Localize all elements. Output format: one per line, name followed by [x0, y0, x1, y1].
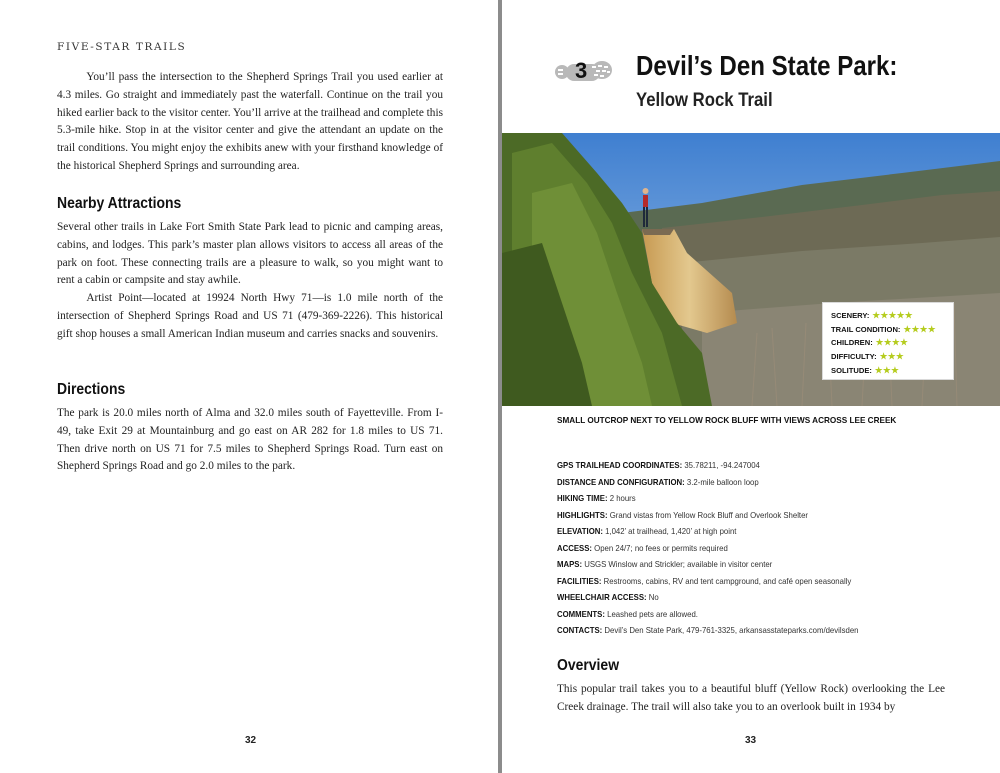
fact-value: No [646, 593, 659, 602]
directions-heading: Directions [57, 381, 126, 398]
right-page [502, 0, 1000, 773]
fact-value: USGS Winslow and Strickler; available in visitor center [582, 560, 773, 569]
fact-highlights [557, 508, 956, 525]
fact-facilities [557, 574, 956, 591]
running-head: FIVE-STAR TRAILS [57, 41, 187, 53]
rating-stars: ★★★★ [903, 323, 936, 334]
rating-label: CHILDREN: [831, 338, 873, 348]
fact-label: WHEELCHAIR ACCESS: [557, 593, 647, 602]
fact-hiking-time [557, 491, 956, 508]
rating-trail-condition [831, 323, 953, 337]
trail-facts [557, 458, 977, 640]
nearby-paragraph-1: Several other trails in Lake Fort Smith State Park lead to picnic and camping areas, cabins, and lodges. This park’s master plan allows visitors to access all areas of the park on foot. These connecting trails are a pleasure to walk, so you might want to rent a cabin or campsite and stay awhile. [57, 221, 443, 287]
fact-label: HIGHLIGHTS: [557, 510, 608, 520]
fact-distance [557, 475, 956, 492]
fact-value: 35.78211, -94.247004 [682, 461, 760, 470]
rating-stars: ★★★ [879, 351, 905, 362]
fact-value: Grand vistas from Yellow Rock Bluff and Overlook Shelter [607, 510, 809, 520]
fact-label: CONTACTS: [557, 626, 603, 635]
trail-number: 3 [575, 58, 588, 83]
fact-value: 2 hours [607, 494, 636, 503]
fact-value: Leashed pets are allowed. [604, 609, 698, 619]
overview-paragraph: This popular trail takes you to a beautiful bluff (Yellow Rock) overlooking the Lee Creek drainage. The trail will also take you to an overlook built in 1934 by [557, 683, 945, 713]
rating-solitude [831, 364, 953, 378]
fact-label: COMMENTS: [557, 609, 605, 619]
rating-label: TRAIL CONDITION: [831, 324, 901, 334]
fact-value: Open 24/7; no fees or permits required [592, 543, 728, 553]
fact-wheelchair [557, 590, 956, 607]
rating-difficulty [831, 350, 953, 364]
fact-value: Restrooms, cabins, RV and tent campground, and café open seasonally [601, 576, 852, 586]
overview-heading: Overview [557, 657, 620, 674]
fact-label: MAPS: [557, 560, 583, 569]
left-page [0, 0, 498, 773]
intro-paragraph: You’ll pass the intersection to the Shepherd Springs Trail you used earlier at 4.3 miles. Go straight and immediately past the waterfall. Continue on the trail you hiked earlier back to the visitor center. You’ll arrive at the trailhead and complete this 5.3-mile hike. Stop in at the visitor center and give the attendant an update on the trail conditions. You might enjoy the exhibits anew with your firsthand knowledge of the historical Shepherd Springs and surrounding area. [57, 71, 443, 172]
fact-access [557, 541, 956, 558]
fact-gps [557, 458, 956, 475]
rating-stars: ★★★ [874, 364, 900, 375]
nearby-paragraph-2: Artist Point—located at 19924 North Hwy 71—is 1.0 mile north of the intersection of Shepherd Springs Road and US 71 (479-369-2226). This historical gift shop houses a small American Indian museum and carries snacks and souvenirs. [57, 292, 443, 340]
fact-label: GPS TRAILHEAD COORDINATES: [557, 461, 683, 470]
rating-stars: ★★★★ [875, 337, 909, 348]
rating-children [831, 336, 953, 350]
fact-elevation [557, 524, 956, 541]
rating-scenery [831, 309, 953, 323]
page-number-right: 33 [745, 735, 757, 746]
rating-label: SOLITUDE: [831, 365, 872, 375]
fact-label: ACCESS: [557, 543, 593, 553]
rating-stars: ★★★★★ [872, 310, 914, 320]
fact-label: DISTANCE AND CONFIGURATION: [557, 477, 685, 487]
rating-label: SCENERY: [831, 311, 870, 320]
fact-comments [557, 607, 956, 624]
trail-subtitle: Yellow Rock Trail [636, 90, 773, 111]
photo-caption: SMALL OUTCROP NEXT TO YELLOW ROCK BLUFF WITH VIEWS ACROSS LEE CREEK [557, 416, 897, 425]
ratings-box [822, 302, 954, 380]
directions-paragraph: The park is 20.0 miles north of Alma and 32.0 miles south of Fayetteville. From I-49, take Exit 29 at Mountainburg and go east on AR 282 for 1.8 miles to US 71. Then drive north on US 71 for 7.5 miles to Shepherd Springs Road. Turn east on Shepherd Springs Road and go 2.0 miles to the park. [57, 407, 443, 473]
fact-maps [557, 557, 956, 574]
fact-value: Devil’s Den State Park, 479-761-3325, arkansasstateparks.com/devilsden [602, 626, 859, 635]
rating-label: DIFFICULTY: [831, 352, 877, 362]
fact-contacts [557, 623, 956, 640]
page-number-left: 32 [245, 735, 257, 746]
fact-label: FACILITIES: [557, 576, 602, 586]
nearby-attractions-heading: Nearby Attractions [57, 195, 182, 212]
fact-value: 3.2-mile balloon loop [684, 477, 759, 487]
park-title: Devil’s Den State Park: [636, 50, 898, 81]
fact-label: ELEVATION: [557, 527, 603, 536]
fact-label: HIKING TIME: [557, 494, 608, 503]
fact-value: 1,042’ at trailhead, 1,420’ at high point [602, 527, 737, 536]
